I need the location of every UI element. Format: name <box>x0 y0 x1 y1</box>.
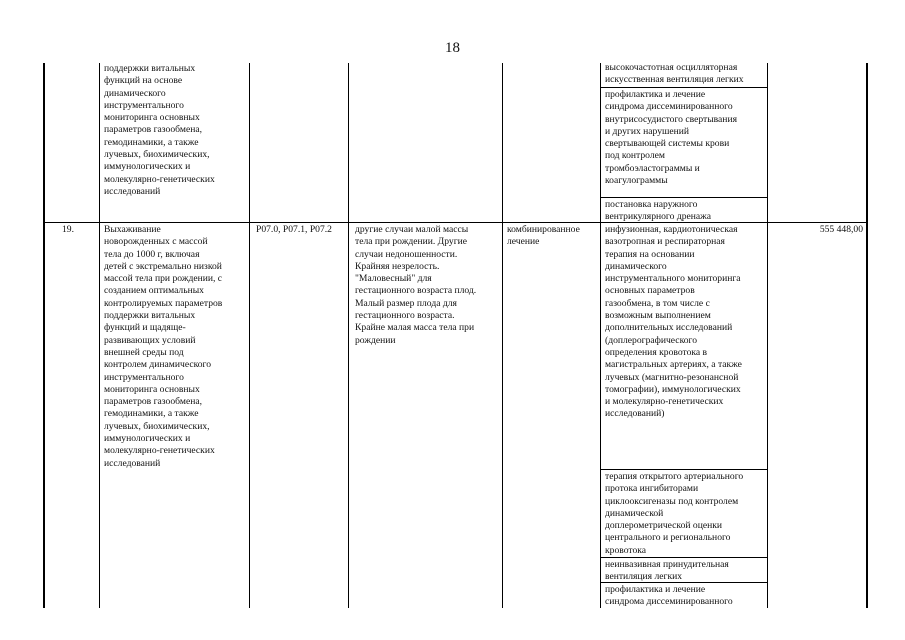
page-number: 18 <box>445 40 460 56</box>
text-line: гестационного возраста плод. <box>355 285 477 297</box>
text-line: другие случаи малой массы <box>355 224 469 235</box>
text-line: функций и щадяще- <box>104 322 186 334</box>
text-line: поддержки витальных <box>104 310 196 322</box>
row-model-cell <box>355 224 501 347</box>
text-line: свертывающей системы крови <box>605 138 730 150</box>
column-divider <box>99 63 100 608</box>
top-row-name-cell <box>104 63 246 198</box>
text-line: центрального и регионального <box>605 532 731 544</box>
row-name-cell <box>104 224 246 470</box>
method-divider <box>601 197 767 198</box>
text-line: лечение <box>507 236 540 248</box>
text-line: контролируемых параметров <box>104 297 223 309</box>
method-item <box>605 559 765 584</box>
method-divider <box>601 469 767 470</box>
column-divider <box>600 63 601 608</box>
text-line: динамического <box>104 87 166 99</box>
text-line: параметров газообмена, <box>104 396 203 408</box>
text-line: инструментального мониторинга <box>605 273 741 285</box>
text-line: Крайне малая масса тела при <box>355 322 475 334</box>
text-line: развивающих условий <box>104 334 196 346</box>
text-line: внутрисосудистого свертывания <box>605 113 737 125</box>
method-item <box>605 471 765 557</box>
text-line: тела до 1000 г, включая <box>104 248 200 260</box>
text-line: молекулярно-генетических <box>104 173 215 185</box>
text-line: динамической <box>605 507 664 519</box>
text-line: дополнительных исследований <box>605 322 733 334</box>
text-line: функций на основе <box>104 75 183 87</box>
text-line: высокочастотная осцилляторная <box>605 62 738 73</box>
text-line: "Маловесный" для <box>355 273 432 285</box>
text-line: иммунологических и <box>104 161 191 173</box>
text-line: терапия открытого артериального <box>605 471 744 482</box>
method-item <box>605 199 765 224</box>
text-line: тела при рождении. Другие <box>355 236 468 248</box>
text-line: и молекулярно-генетических <box>605 396 724 408</box>
text-line: детей с экстремально низкой <box>104 260 222 272</box>
method-item <box>605 224 765 421</box>
method-item <box>605 584 765 609</box>
text-line: созданием оптимальных <box>104 285 204 297</box>
text-line: мониторинга основных <box>104 112 200 124</box>
text-line: новорожденных с массой <box>104 236 208 248</box>
column-divider <box>348 63 349 608</box>
method-divider <box>601 582 767 583</box>
text-line: (доплерографического <box>605 334 698 346</box>
column-divider <box>767 63 768 608</box>
text-line: Крайняя незрелость. <box>355 260 440 272</box>
table-left-border <box>43 63 45 608</box>
text-line: инфузионная, кардиотоническая <box>605 224 738 235</box>
text-line: и других нарушений <box>605 125 690 137</box>
text-line: терапия на основании <box>605 248 695 260</box>
text-line: исследований <box>104 185 161 197</box>
text-line: случаи недоношенности. <box>355 248 458 260</box>
text-line: вентрикулярного дренажа <box>605 211 712 223</box>
text-line: Малый размер плода для <box>355 297 457 309</box>
text-line: внешней среды под <box>104 346 184 358</box>
text-line: гестационного возраста. <box>355 310 455 322</box>
text-line: кровотока <box>605 544 647 556</box>
text-line: профилактика и лечение <box>605 89 706 100</box>
text-line: магистральных артериях, а также <box>605 359 742 371</box>
text-line: возможным выполнением <box>605 310 711 322</box>
text-line: томографии), иммунологических <box>605 383 741 395</box>
text-line: под контролем <box>605 150 665 162</box>
text-line: рождении <box>355 334 396 346</box>
text-line: контролем динамического <box>104 359 212 371</box>
row-treatment-cell <box>507 224 599 249</box>
text-line: газообмена, в том числе с <box>605 297 710 309</box>
text-line: вазотропная и респираторная <box>605 236 725 248</box>
column-divider <box>249 63 250 608</box>
text-line: Выхаживание <box>104 224 161 235</box>
text-line: исследований <box>104 457 161 469</box>
method-divider <box>601 557 767 558</box>
row-cost-cell: 555 448,00 <box>819 224 863 235</box>
text-line: параметров газообмена, <box>104 124 203 136</box>
method-item <box>605 89 765 187</box>
table-right-border <box>866 63 868 608</box>
text-line: гемодинамики, а также <box>104 408 199 420</box>
text-line: инструментального <box>104 371 184 383</box>
text-line: доплерометрической оценки <box>605 520 723 532</box>
row-codes-cell: P07.0, P07.1, P07.2 <box>256 224 332 235</box>
text-line: протока ингибиторами <box>605 483 699 495</box>
text-line: определения кровотока в <box>605 346 708 358</box>
text-line: коагулограммы <box>605 175 668 187</box>
text-line: вентиляция легких <box>605 571 683 583</box>
method-divider <box>601 87 767 88</box>
text-line: инструментального <box>104 99 184 111</box>
text-line: молекулярно-генетических <box>104 445 215 457</box>
text-line: неинвазивная принудительная <box>605 559 729 570</box>
method-item <box>605 62 765 87</box>
text-line: комбинированное <box>507 224 580 235</box>
row-number: 19. <box>62 224 74 235</box>
column-divider <box>502 63 503 608</box>
text-line: поддержки витальных <box>104 63 196 74</box>
text-line: массой тела при рождении, с <box>104 273 223 285</box>
text-line: тромбоэластограммы и <box>605 162 700 174</box>
text-line: мониторинга основных <box>104 383 200 395</box>
text-line: основных параметров <box>605 285 695 297</box>
text-line: искусственная вентиляция легких <box>605 74 744 86</box>
text-line: синдрома диссеминированного <box>605 596 733 608</box>
text-line: циклооксигеназы под контролем <box>605 495 739 507</box>
text-line: синдрома диссеминированного <box>605 101 733 113</box>
text-line: гемодинамики, а также <box>104 136 199 148</box>
text-line: профилактика и лечение <box>605 584 706 595</box>
text-line: иммунологических и <box>104 433 191 445</box>
text-line: лучевых, биохимических, <box>104 149 210 161</box>
text-line: постановка наружного <box>605 199 698 210</box>
text-line: лучевых (магнитно-резонансной <box>605 371 739 383</box>
text-line: лучевых, биохимических, <box>104 420 210 432</box>
text-line: исследований) <box>605 408 665 420</box>
text-line: динамического <box>605 260 667 272</box>
